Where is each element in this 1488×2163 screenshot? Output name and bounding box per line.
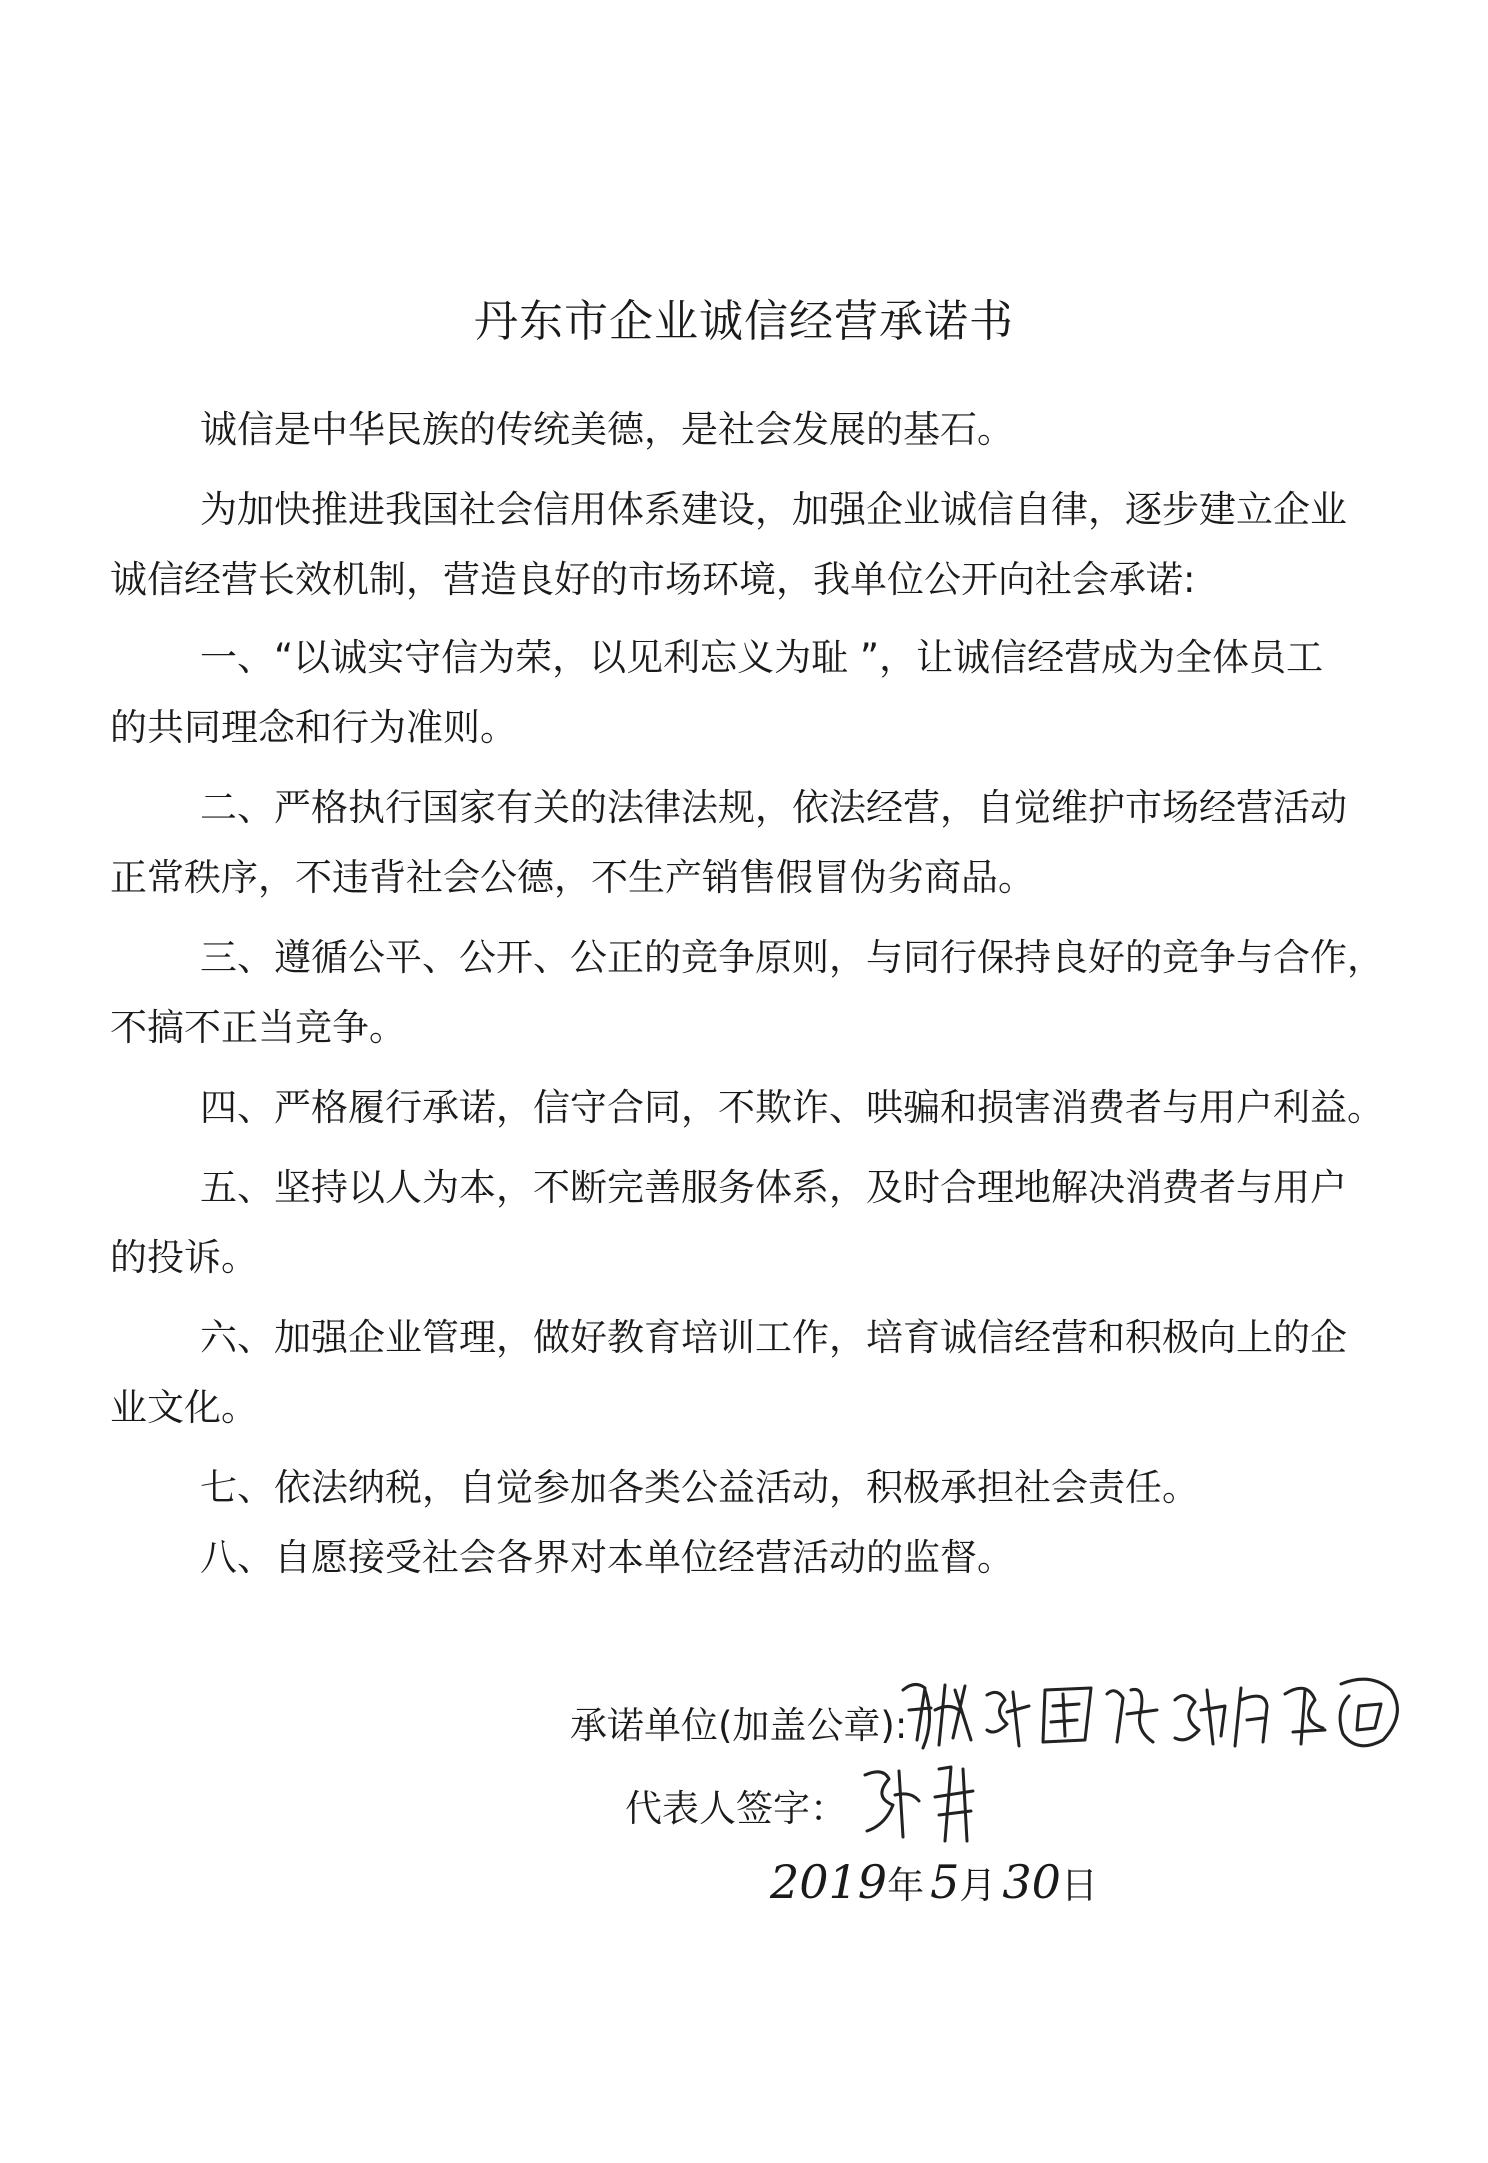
paragraph-5-line-1: 三、遵循公平、公开、公正的竞争原则，与同行保持良好的竞争与合作， [200, 936, 1384, 979]
date-year: 2019 [770, 1855, 888, 1909]
paragraph-2-line-1: 为加快推进我国社会信用体系建设，加强企业诚信自律，逐步建立企业 [200, 488, 1347, 531]
date-day-char: 日 [1060, 1864, 1098, 1907]
paragraph-8-line-2: 业文化。 [110, 1386, 258, 1429]
signature-date [770, 1855, 1098, 1909]
paragraph-3-line-2: 的共同理念和行为准则。 [110, 706, 517, 749]
handwritten-representative-name [855, 1745, 1005, 1845]
paragraph-5-line-2: 不搞不正当竞争。 [110, 1006, 406, 1049]
date-day: 30 [1002, 1855, 1061, 1909]
paragraph-7-line-1: 五、坚持以人为本，不断完善服务体系，及时合理地解决消费者与用户 [200, 1166, 1347, 1209]
paragraph-6-line-1: 四、严格履行承诺，信守合同，不欺诈、哄骗和损害消费者与用户利益。 [200, 1086, 1384, 1129]
paragraph-4-line-2: 正常秩序，不违背社会公德，不生产销售假冒伪劣商品。 [110, 856, 1035, 899]
promising-unit-label: 承诺单位(加盖公章): [570, 1704, 908, 1747]
paragraph-4-line-1: 二、严格执行国家有关的法律法规，依法经营，自觉维护市场经营活动 [200, 786, 1347, 829]
paragraph-9-line-1: 七、依法纳税，自觉参加各类公益活动，积极承担社会责任。 [200, 1466, 1199, 1509]
paragraph-1-line-1: 诚信是中华民族的传统美德，是社会发展的基石。 [200, 408, 1014, 451]
paragraph-7-line-2: 的投诉。 [110, 1236, 258, 1279]
paragraph-3-line-1: 一、“以诚实守信为荣，以见利忘义为耻 ”，让诚信经营成为全体员工 [200, 636, 1324, 679]
date-month: 5 [930, 1855, 960, 1909]
document-title: 丹东市企业诚信经营承诺书 [474, 296, 1014, 347]
handwritten-company-name [895, 1650, 1415, 1760]
representative-signature-label: 代表人签字： [625, 1787, 847, 1830]
paragraph-10-line-1: 八、自愿接受社会各界对本单位经营活动的监督。 [200, 1536, 1014, 1579]
paragraph-2-line-2: 诚信经营长效机制，营造良好的市场环境，我单位公开向社会承诺: [110, 558, 1196, 601]
date-month-char: 月 [959, 1864, 997, 1907]
date-year-char: 年 [887, 1864, 925, 1907]
paragraph-8-line-1: 六、加强企业管理，做好教育培训工作，培育诚信经营和积极向上的企 [200, 1316, 1347, 1359]
